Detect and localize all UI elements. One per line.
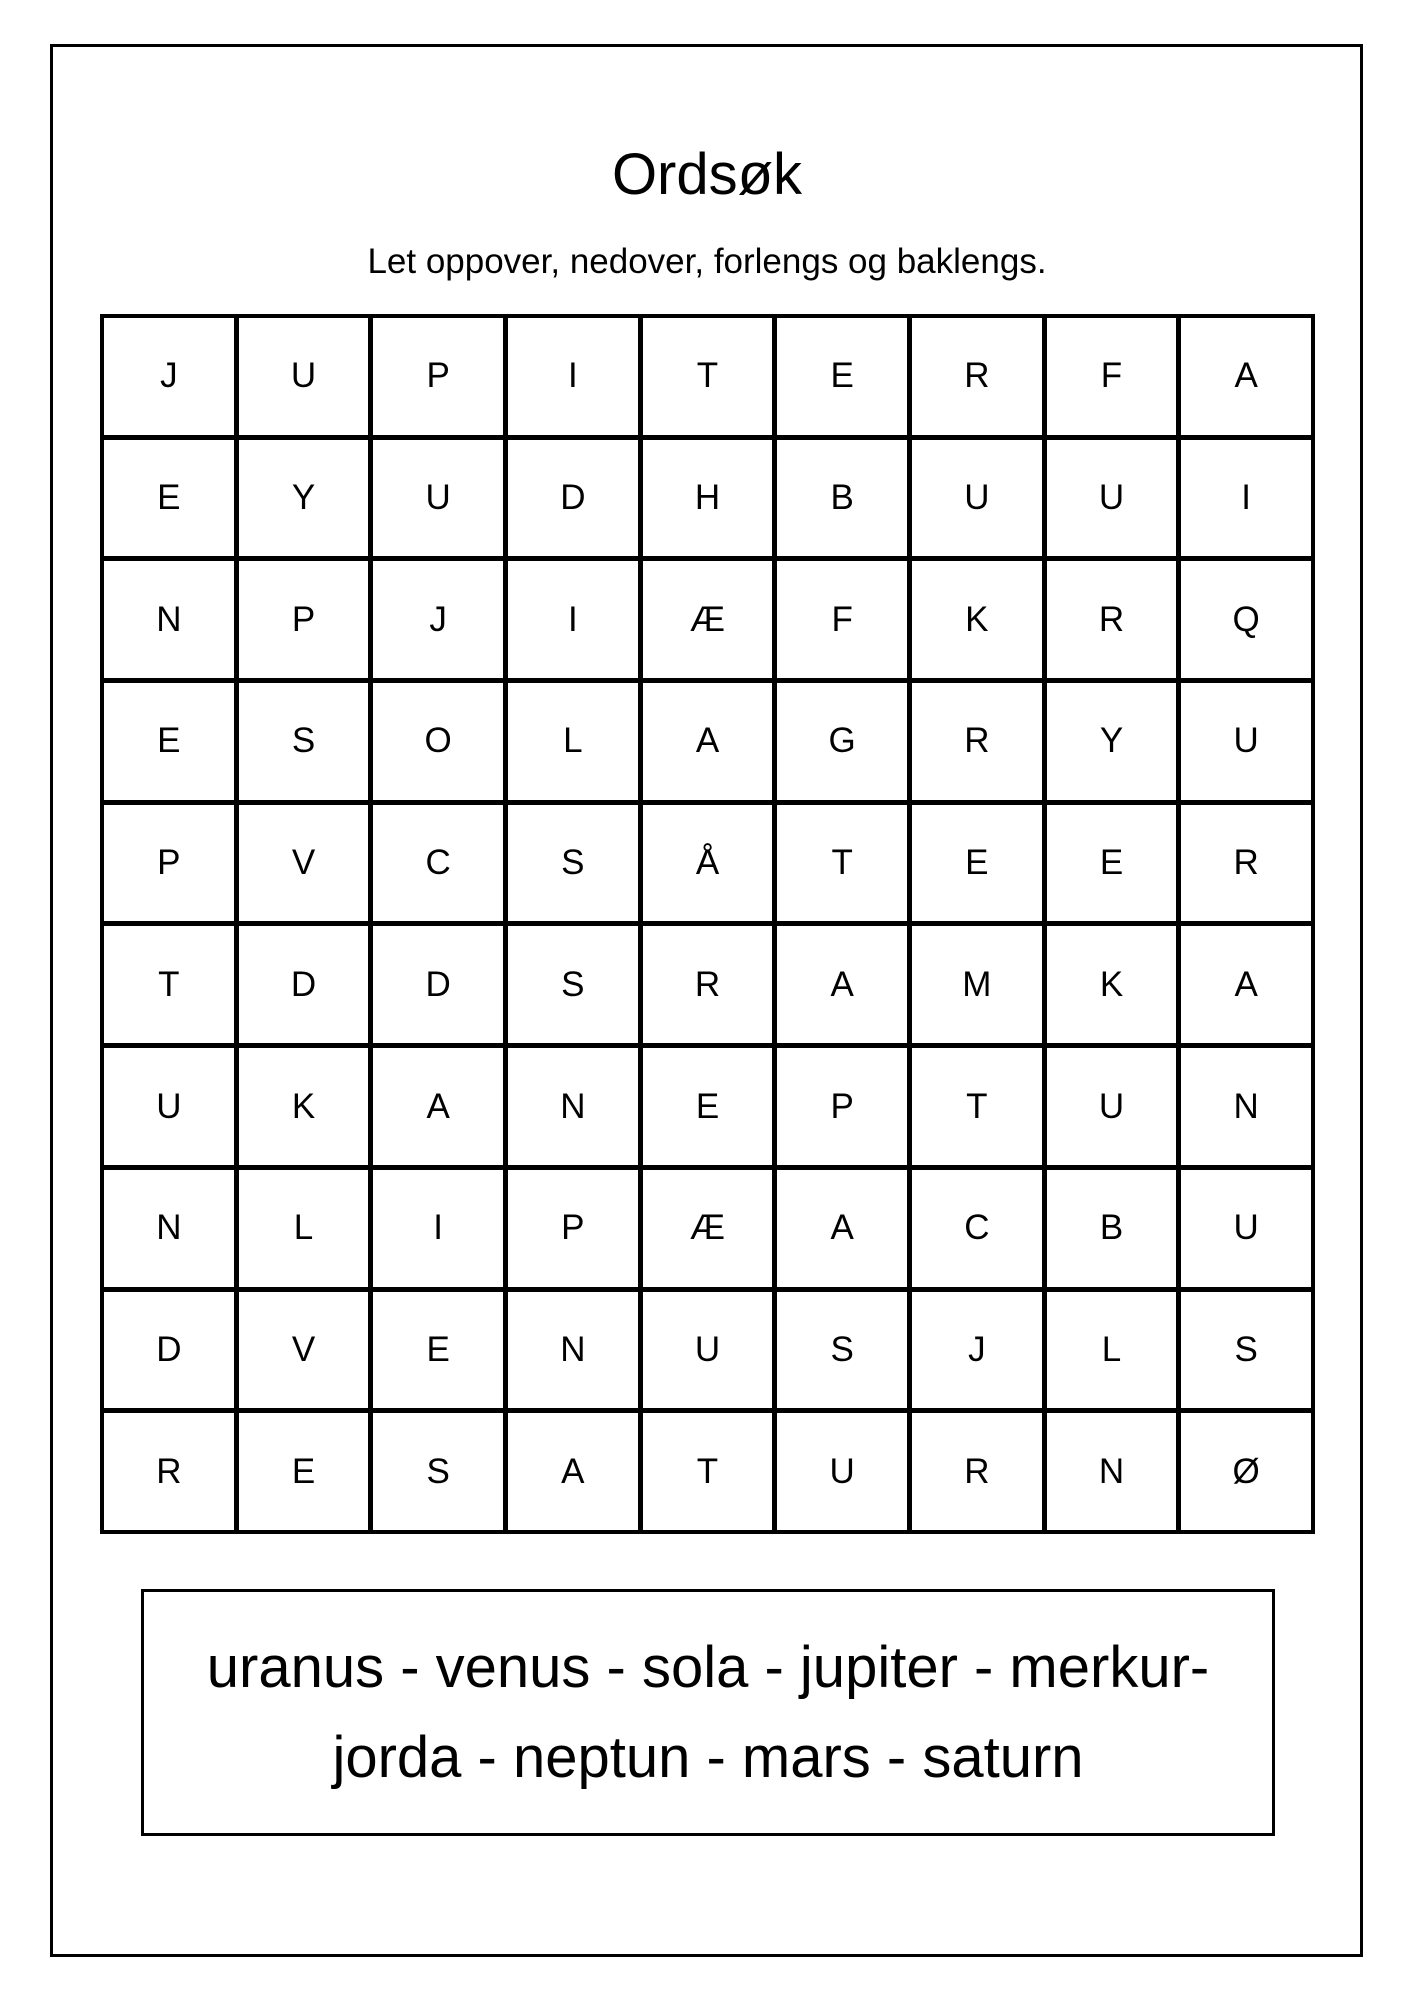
grid-cell[interactable]: N [103, 1169, 235, 1288]
word-search-grid [100, 314, 1315, 1534]
grid-cell[interactable]: L [1046, 1291, 1178, 1410]
grid-cell[interactable]: S [238, 682, 370, 801]
grid-cell[interactable]: G [776, 682, 908, 801]
grid-cell[interactable]: L [507, 682, 639, 801]
grid-cell[interactable]: T [103, 925, 235, 1044]
grid-cell[interactable]: V [238, 804, 370, 923]
grid-cell[interactable]: R [911, 682, 1043, 801]
grid-cell[interactable]: S [507, 925, 639, 1044]
grid-cell[interactable]: M [911, 925, 1043, 1044]
grid-cell[interactable]: B [1046, 1169, 1178, 1288]
grid-cell[interactable]: F [776, 560, 908, 679]
grid-cell[interactable]: E [103, 682, 235, 801]
grid-cell[interactable]: U [1180, 682, 1312, 801]
grid-cell[interactable]: Y [238, 439, 370, 558]
grid-cell[interactable]: E [1046, 804, 1178, 923]
grid-cell[interactable]: Æ [642, 560, 774, 679]
grid-cell[interactable]: E [642, 1047, 774, 1166]
grid-cell[interactable]: A [1180, 317, 1312, 436]
grid-cell[interactable]: I [507, 560, 639, 679]
grid-cell[interactable]: T [911, 1047, 1043, 1166]
grid-cell[interactable]: J [372, 560, 504, 679]
grid-cell[interactable]: D [238, 925, 370, 1044]
grid-cell[interactable]: I [372, 1169, 504, 1288]
grid-cell[interactable]: U [372, 439, 504, 558]
grid-cell[interactable]: L [238, 1169, 370, 1288]
grid-cell[interactable]: U [238, 317, 370, 436]
grid-cell[interactable]: S [776, 1291, 908, 1410]
grid-cell[interactable]: K [911, 560, 1043, 679]
grid-cell[interactable]: E [776, 317, 908, 436]
instructions: Let oppover, nedover, forlengs og baklengs. [367, 242, 1047, 281]
word-list-box [141, 1589, 1275, 1836]
grid-cell[interactable]: I [507, 317, 639, 436]
grid-cell[interactable]: B [776, 439, 908, 558]
grid-cell[interactable]: R [103, 1412, 235, 1531]
grid-cell[interactable]: D [103, 1291, 235, 1410]
grid-cell[interactable]: A [507, 1412, 639, 1531]
grid-cell[interactable]: V [238, 1291, 370, 1410]
grid-cell[interactable]: A [372, 1047, 504, 1166]
grid-cell[interactable]: E [103, 439, 235, 558]
grid-cell[interactable]: C [372, 804, 504, 923]
grid-cell[interactable]: J [911, 1291, 1043, 1410]
grid-cell[interactable]: S [372, 1412, 504, 1531]
grid-cell[interactable]: K [238, 1047, 370, 1166]
word-list-line-2: jorda - neptun - mars - saturn [332, 1724, 1084, 1790]
grid-cell[interactable]: U [103, 1047, 235, 1166]
grid-cell[interactable]: U [911, 439, 1043, 558]
grid-cell[interactable]: E [372, 1291, 504, 1410]
grid-cell[interactable]: U [1180, 1169, 1312, 1288]
grid-cell[interactable]: N [507, 1291, 639, 1410]
grid-cell[interactable]: Ø [1180, 1412, 1312, 1531]
grid-cell[interactable]: P [103, 804, 235, 923]
grid-cell[interactable]: R [1046, 560, 1178, 679]
grid-cell[interactable]: E [238, 1412, 370, 1531]
grid-cell[interactable]: R [642, 925, 774, 1044]
grid-cell[interactable]: T [776, 804, 908, 923]
grid-cell[interactable]: A [1180, 925, 1312, 1044]
page-title: Ordsøk [611, 142, 803, 207]
grid-cell[interactable]: P [372, 317, 504, 436]
grid-cell[interactable]: R [911, 1412, 1043, 1531]
grid-cell[interactable]: N [1180, 1047, 1312, 1166]
word-list-line-1: uranus - venus - sola - jupiter - merkur- [206, 1634, 1210, 1700]
grid-cell[interactable]: T [642, 317, 774, 436]
grid-cell[interactable]: Å [642, 804, 774, 923]
grid-cell[interactable]: F [1046, 317, 1178, 436]
grid-cell[interactable]: A [776, 1169, 908, 1288]
grid-cell[interactable]: Y [1046, 682, 1178, 801]
grid-cell[interactable]: O [372, 682, 504, 801]
grid-cell[interactable]: Æ [642, 1169, 774, 1288]
grid-cell[interactable]: D [372, 925, 504, 1044]
grid-cell[interactable]: N [507, 1047, 639, 1166]
grid-cell[interactable]: R [1180, 804, 1312, 923]
grid-cell[interactable]: K [1046, 925, 1178, 1044]
grid-cell[interactable]: J [103, 317, 235, 436]
grid-cell[interactable]: S [1180, 1291, 1312, 1410]
grid-cell[interactable]: P [238, 560, 370, 679]
grid-cell[interactable]: A [642, 682, 774, 801]
grid-cell[interactable]: D [507, 439, 639, 558]
grid-cell[interactable]: P [507, 1169, 639, 1288]
grid-cell[interactable]: H [642, 439, 774, 558]
grid-cell[interactable]: P [776, 1047, 908, 1166]
grid-cell[interactable]: U [642, 1291, 774, 1410]
grid-cell[interactable]: U [1046, 1047, 1178, 1166]
grid-cell[interactable]: U [1046, 439, 1178, 558]
grid-cell[interactable]: I [1180, 439, 1312, 558]
grid-cell[interactable]: Q [1180, 560, 1312, 679]
grid-cell[interactable]: N [1046, 1412, 1178, 1531]
grid-cell[interactable]: T [642, 1412, 774, 1531]
grid-cell[interactable]: A [776, 925, 908, 1044]
grid-cell[interactable]: N [103, 560, 235, 679]
grid-cell[interactable]: U [776, 1412, 908, 1531]
grid-cell[interactable]: R [911, 317, 1043, 436]
grid-cell[interactable]: S [507, 804, 639, 923]
grid-cell[interactable]: C [911, 1169, 1043, 1288]
grid-cell[interactable]: E [911, 804, 1043, 923]
